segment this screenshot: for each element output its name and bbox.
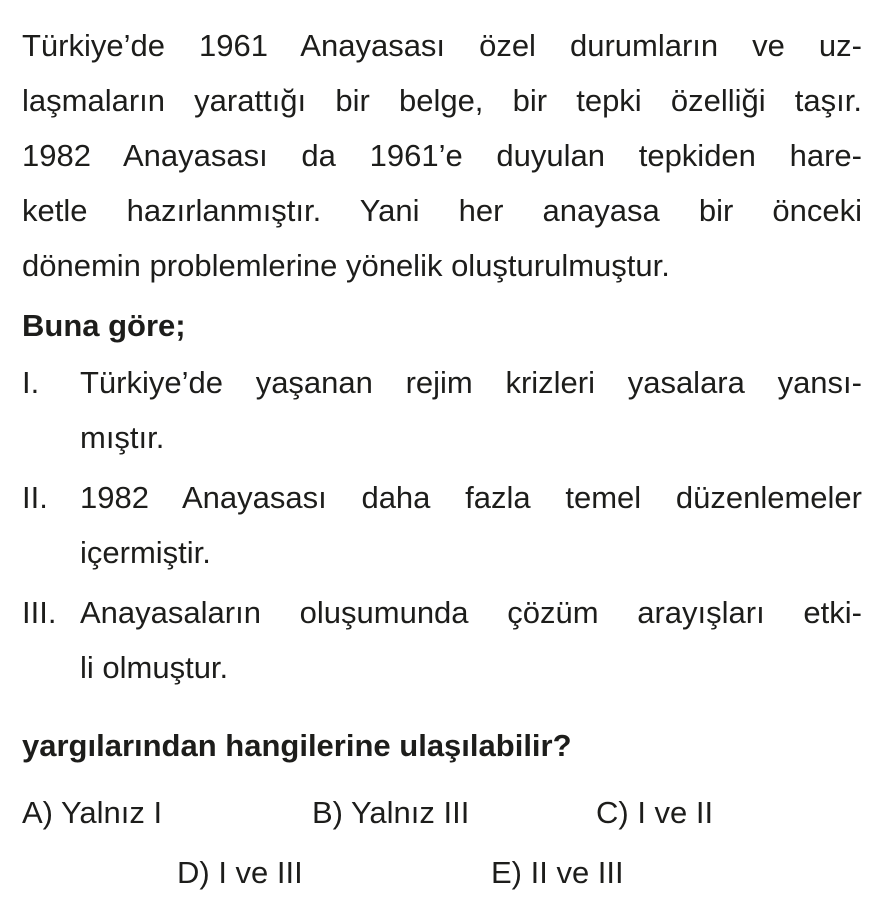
answer-option-a[interactable]: A) Yalnız I <box>22 795 163 830</box>
passage-line: ketle hazırlanmıştır. Yani her anayasa bir önceki <box>22 193 862 228</box>
passage-line: laşmaların yarattığı bir belge, bir tepki özelliği taşır. <box>22 83 862 118</box>
statement-number: II. <box>22 480 48 515</box>
statement-line: mıştır. <box>80 420 165 455</box>
passage-line: dönemin problemlerine yönelik oluşturulmuştur. <box>22 248 670 283</box>
question-passage <box>22 18 862 293</box>
lead-in-text: Buna göre; <box>22 308 186 343</box>
passage-line: 1982 Anayasası da 1961’e duyulan tepkiden hare- <box>22 138 862 173</box>
statement-line: 1982 Anayasası daha fazla temel düzenlemeler <box>80 480 862 515</box>
statement-item <box>22 585 862 695</box>
answer-option-c[interactable]: C) I ve II <box>596 795 714 830</box>
statement-line: Anayasaların oluşumunda çözüm arayışları etki- <box>80 595 862 630</box>
statement-item <box>22 355 862 465</box>
statement-text <box>80 585 862 695</box>
question-stem: yargılarından hangilerine ulaşılabilir? <box>22 728 572 763</box>
statement-list <box>22 355 862 700</box>
answer-option-d[interactable]: D) I ve III <box>177 855 303 890</box>
answer-option-e[interactable]: E) II ve III <box>491 855 624 890</box>
statement-line: li olmuştur. <box>80 650 229 685</box>
statement-line: içermiştir. <box>80 535 211 570</box>
statement-text <box>80 470 862 580</box>
statement-number: I. <box>22 365 40 400</box>
statement-item <box>22 470 862 580</box>
answer-option-b[interactable]: B) Yalnız III <box>312 795 470 830</box>
statement-text <box>80 355 862 465</box>
statement-number: III. <box>22 595 57 630</box>
passage-line: Türkiye’de 1961 Anayasası özel durumların ve uz- <box>22 28 862 63</box>
statement-line: Türkiye’de yaşanan rejim krizleri yasalara yansı- <box>80 365 862 400</box>
